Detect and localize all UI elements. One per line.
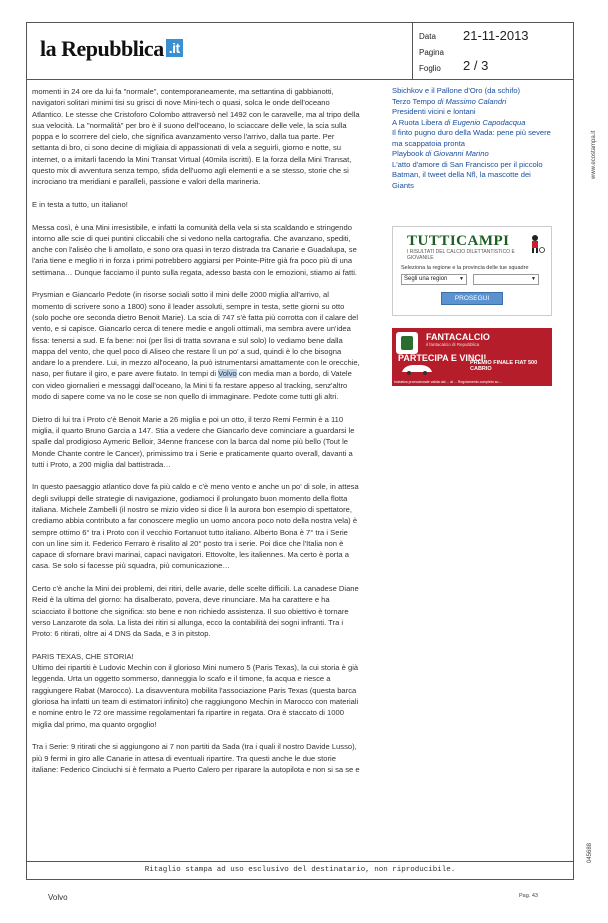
fantacalcio-prize: PREMIO FINALE FIAT 500 CABRIO [470,360,538,372]
logo-text: la Repubblica [40,36,164,61]
article-paragraph: Certo c'è anche la Mini dei problemi, dei ritiri, delle avarie, delle scelte difficili. La canadese Diane Reid è la ultima del giorno: ha disalberato, povera, deve rinunciare. Ma ha carattere e ha sciacciato il bottone che significa: sto bene e non richiedo assistenza. Il suo obiettivo è tornare verso Lanzarote da sola. La lista dei ritiri si allunga, ecco la contabilità dei sogni infranti. Tra i Proto: 6 ritirati, oltre ai 4 DNS da Sada, e 3 in pitstop. [32,584,359,639]
tutticampi-widget [392,226,552,316]
prosegui-button[interactable]: PROSEGUI [441,292,503,305]
article-paragraph: Messa così, è una Mini irresistibile, e infatti la comunità della vela si sta scaldando e stringendo intorno alle scie di quei puntini cliccabili che si vedono nella cartografia. Che avanzano, spediti, anche con l'alisèo che li amollato, e sono ora quasi in terzo distrada tra Canarie e Guadalupa, se l'aria tiene e meglio ri in forza i primi potrebbero aggiarsi per Pointe-Pitre già fra poco più di una settimana… Dunque facciamo il punto sulla regata, adesso basta con le emozioni, stiamo ai fatti. [32,222,358,277]
fantacalcio-tagline: il fantacalcio di Repubblica [426,342,480,347]
side-label-text: www.ecostampa.it [591,130,597,179]
related-link[interactable] [392,118,552,129]
keyword-label: Volvo [48,893,68,902]
fantacalcio-shield-icon [396,332,418,354]
side-label [586,80,600,190]
logo-suffix: .it [166,39,183,57]
related-link-author: di Giovanni Marino [425,149,489,158]
fantacalcio-title: FANTACALCIO [426,332,490,342]
article-paragraph: In questo paesaggio atlantico dove fa più caldo e c'è meno vento e anche un po' di sole, in attesa degli sviluppi delle strategie di navigazione, godiamoci il prolungato buon momento della flotta italiana. Michele Zambelli (il nostro se mizio video si dice lì la aurora bon esempio di spettatore, crediamo abbia contributo a far conoscere meglio un uomo ancora poco noto della nostra vela) è sempre ottimo 6° tra i Proto con il vecchio Fortanuot tutto italiano. Alberto Bona è 7° tra i Serie con un line sim it. Federico Ferraro è risalito al 20° posto tra i serie. Poi dice che l'Italia non è capace di sfornare bravi marinai, capaci navigatori. Ettovolte, les italiennes. Ma certo è porta a casa. Se solo si facesse più squadra, più comunicazione… [32,482,359,571]
data-value: 21-11-2013 [463,28,529,43]
tutticampi-subtitle: I RISULTATI DEL CALCIO DILETTANTISTICO E GIOVANILE [407,249,515,261]
region-select-value: Segli una region [404,276,448,282]
fantacalcio-cta: PARTECIPA E VINCI! [398,353,487,363]
related-link[interactable] [392,86,552,97]
tutticampi-instruction: Seleziona la regione e la provincia delle tue squadre [401,265,529,271]
reproduction-notice: Ritaglio stampa ad uso esclusivo del destinatario, non riproducibile. [144,866,456,874]
pagina-label: Pagina [419,48,444,57]
related-link-title: L'atto d'amore di San Francisco per il piccolo Batman, il tweet della Nfl, la mascotte dei Giants [392,159,543,190]
related-link-title: Playbook [392,149,424,158]
related-links [392,86,552,191]
article-subheading: PARIS TEXAS, CHE STORIA! [32,651,134,661]
football-player-icon [525,233,545,253]
side-code [586,840,600,870]
related-link-title: Terzo Tempo [392,96,436,106]
clipping-meta [412,22,574,80]
highlighted-keyword: Volvo [218,369,237,379]
header [26,22,574,80]
page-number: Pag. 43 [519,893,538,899]
article-paragraph: momenti in 24 ore da lui fa "normale", contemporaneamente, ma settantina di gabbianotti, navigatori solitari minimi tisi su grisci di nove Mini-tech o quasi, solca le onde dell'oceano Atlantico. Le stesse che Cristoforo Colombo attraversò nel 1492 con le caravelle, ma al tripo della sua velocità. La "normalità" per bro è il suono dell'oceano, lo sciaccare delle vele, la scia sulla poppa e lo scorrere del cielo, che significa avanzamento verso l'arrivo, dalla tua parte. Per settanta di bro, ci sono decine di migliaia di appassionati di vela a seguirli, giorno e notte, su internet, o a imitarli facendo la Mini Transat Virtual (40mila iscritti). E la forza della Mini Transat, questo mix di avventura senza tempo, sfida dell'uomo agli elementi e a se stesso, storie che si incrociano tra meridiani e paralleli, passione e valori della marineria. [32,87,360,187]
chevron-down-icon: ▼ [531,276,536,282]
related-link[interactable] [392,128,552,149]
related-link[interactable] [392,97,552,108]
car-icon [400,363,434,375]
foglio-label: Foglio [419,64,441,73]
chevron-down-icon: ▼ [459,276,464,282]
foglio-value: 2 / 3 [463,58,489,73]
related-link-author: di Massimo Calandri [437,96,507,106]
related-link[interactable] [392,107,552,118]
fantacalcio-banner[interactable] [392,328,552,378]
article-paragraph: Dietro di lui tra i Proto c'è Benoit Marie a 26 miglia e poi un otto, il terzo Remi Fermin è a 110 miglia, il quarto Bruno Garcia a 147. Stia a vedere che Giancarlo deve cominciare a guardarsi le spalle dal prodigioso Aymeric Belloir, 34enne francese con la barca dal nome più bello (Tout le Monde Chante contre le Cancer), primissimo tra i Serie e praticamente quarto overall, davanti a tutti i Proto, a 200 miglia dal battistrada… [32,414,355,469]
related-link-author: di Eugenio Capodacqua [444,117,526,127]
article-paragraph-highlighted: Prysmian e Giancarlo Pedote (in risorse sociali sotto il mini delle 2000 miglia all'arrivo, al momento di scrivere sono a 1800) sono il leader assoluti, sempre in testa, sette giorni su otto (solo poche ore seconda dietro Benoit Marie). La scia di 747 s'è fatta più corrotta con il calare del vento, e si capisce. Giancarlo cerca di tenere medie e angoli ottimali, ma sembra avere un'idea fissa: tenersi a sud. E fa bene: noi (per lìsi di tratta sovrana e sul solo) lo vediamo bene dalla mappa del vento, che quel poco di Aliseo che restare lì un po' a sud, quindi è lo che bisogna andare lo a prendere. Lui, in mezzo all'oceano, la può istrumentarsi amattamente con le orecchie, naso, per fiutare il giro, e pare avere fiutato. In tempi di Volvo con media man a bordo, di Vatele con video giornalieri e messaggi dall'oceano, la Mini ti fa restare appeso al tracking, senz'altro modo di sapere come va no le cose se non quello di immaginare. Pedote come tutti gli altri. [32,290,360,402]
related-link-title: Sbichkov e il Pallone d'Oro (da schifo) [392,86,521,95]
article-paragraph: E in testa a tutto, un italiano! [32,199,128,209]
region-select[interactable] [401,274,467,285]
related-link-title: A Ruota Libera [392,117,443,127]
tutticampi-title: TUTTICAMPI [407,233,510,249]
article-paragraph: Ultimo dei ripartiti è Ludovic Mechin con il glorioso Mini numero 5 (Paris Texas), la cui storia è già leggenda. Urta un oggetto sommerso, danneggia lo scafo e il timone, fa acqua e riesce a raggiungere Rabat (Marocco). La disavventura mobilita l'associazione Paris Texas (questa barca gloriosa ha infatti un team di estimatori infinito) che raggiungono Mechin in Marocco con materiali e nomine entro le 72 ore massime regolamentari fa ripartire in regata. Ora è staccato di 1000 miglia dal primo, ma quanto orgoglio! [32,663,359,729]
side-code-text: 045688 [587,842,594,864]
article-paragraph: Tra i Serie: 9 ritirati che si aggiungono ai 7 non partiti da Sada (tra i quali il nostro Davide Lusso), più 9 fermi in giro alle Canarie in attesa di eventuali ripartire. Tra questi anche le due storie italiane: Federico Cinciuchi si è fermato a Puerto Calero per riparare la autopilota e non si sa se e [32,742,360,774]
article-body [32,86,362,866]
fantacalcio-legal: Iniziativa promozionale valida dal ... al ... Regolamento completo su ... [392,378,552,386]
footer [26,861,574,880]
related-link[interactable] [392,160,552,192]
related-link-title: Il finto pugno duro della Wada: pene più severe ma scappatoia pronta [392,128,551,148]
related-link[interactable] [392,149,552,160]
related-link-title: Presidenti vicini e lontani [392,107,476,116]
repubblica-logo[interactable] [40,36,183,62]
province-select[interactable] [473,274,539,285]
data-label: Data [419,32,436,41]
